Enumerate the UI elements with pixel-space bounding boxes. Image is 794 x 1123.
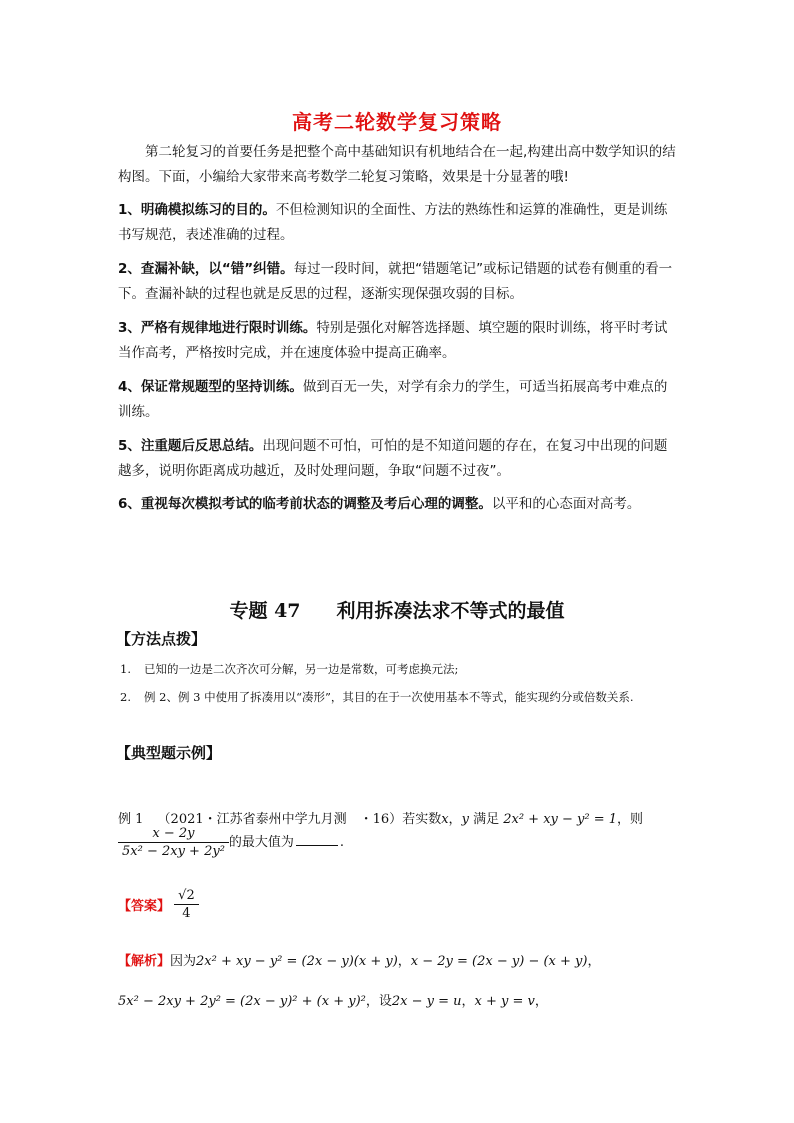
substitution-v: x + y = v	[474, 994, 535, 1009]
solution-tag: 【解析】	[118, 954, 171, 969]
example-source: （2021・江苏省泰州中学九月测 ・16）	[157, 812, 403, 827]
strategy-item-4	[118, 375, 678, 425]
strategy-lead: 5、注重题后反思总结。	[118, 438, 263, 454]
answer-numerator: √2	[174, 888, 199, 905]
factorization-equation: 2x² + xy − y² = (2x − y)(x + y)	[196, 954, 398, 969]
solution-end: ，	[534, 994, 548, 1009]
method-item-1	[120, 656, 680, 682]
strategy-item-3	[118, 316, 678, 366]
topic-number: 专题 47	[229, 600, 301, 622]
substitution-u: 2x − y = u	[391, 994, 462, 1009]
strategy-item-2	[118, 257, 678, 307]
strategy-body: 不但检测知识的全面性、方法的熟练性和运算的准确性，更是训练书写规范，表述准确的过程。	[118, 202, 668, 243]
topic-heading	[0, 596, 794, 623]
strategy-lead: 6、重视每次模拟考试的临考前状态的调整及考后心理的调整。	[118, 496, 492, 512]
stem-comma: ，	[448, 812, 462, 827]
solution-sep: ，	[397, 954, 411, 969]
solution-line-2	[118, 990, 548, 1009]
strategy-item-6	[118, 492, 678, 517]
method-item-number: 1.	[120, 662, 131, 676]
method-item-text: 已知的一边是二次齐次可分解，另一边是常数，可考虑换元法;	[144, 662, 459, 676]
answer-line	[118, 888, 199, 921]
strategy-body: 出现问题不可怕，可怕的是不知道问题的存在，在复习中出现的问题越多，说明你距离成功越近，及时处理问题，争取“问题不过夜”。	[118, 438, 668, 479]
example-label: 例 1	[118, 812, 144, 827]
examples-heading: 【典型题示例】	[116, 744, 222, 762]
solution-let: ，设	[365, 994, 392, 1009]
var-x: x	[441, 812, 449, 827]
example-stem-b: 满足	[473, 812, 500, 827]
method-item-number: 2.	[120, 690, 131, 704]
example-stem-c: ，则	[617, 812, 644, 827]
solution-sep: ，	[461, 994, 475, 1009]
strategy-item-5	[118, 434, 678, 484]
intro-paragraph: 第二轮复习的首要任务是把整个高中基础知识有机地结合在一起,构建出高中数学知识的结构图。下面，小编给大家带来高考数学二轮复习策略，效果是十分显著的哦!	[118, 144, 676, 185]
fraction-numerator: x − 2y	[118, 826, 229, 843]
strategy-lead: 2、查漏补缺，以“错”纠错。	[118, 261, 294, 277]
fraction-denominator: 5x² − 2xy + 2y²	[122, 844, 225, 859]
strategy-body: 以平和的心态面对高考。	[491, 496, 641, 512]
strategy-lead: 3、严格有规律地进行限时训练。	[118, 320, 317, 336]
example-1-question	[118, 826, 344, 859]
strategy-body: 每过一段时间，就把“错题笔记”或标记错题的试卷有侧重的看一下。查漏补缺的过程也就是反思的过程，逐渐实现保强攻弱的目标。	[118, 261, 673, 302]
example-ask: 的最大值为	[228, 835, 294, 850]
target-fraction	[118, 826, 229, 859]
example-stem-a: 若实数	[402, 812, 442, 827]
page-title: 高考二轮数学复习策略	[292, 110, 502, 134]
method-item-text: 例 2、例 3 中使用了拆凑用以“凑形”，其目的在于一次使用基本不等式，能实现约分或倍数关系.	[144, 690, 634, 704]
split-equation: x − 2y = (2x − y) − (x + y)	[410, 954, 588, 969]
answer-tag: 【答案】	[118, 899, 171, 914]
answer-blank	[296, 845, 338, 846]
strategy-body: 特别是强化对解答选择题、填空题的限时训练，将平时考试当作高考，严格按时完成，并在速度体验中提高正确率。	[118, 320, 668, 361]
solution-text-a: 因为	[170, 954, 197, 969]
answer-fraction	[174, 888, 199, 921]
example-1-stem	[118, 808, 643, 827]
example-period: .	[339, 835, 345, 850]
denominator-equation: 5x² − 2xy + 2y² = (2x − y)² + (x + y)²	[118, 994, 366, 1009]
var-y: y	[461, 812, 469, 827]
topic-title: 利用拆凑法求不等式的最值	[336, 600, 565, 622]
strategy-lead: 4、保证常规题型的坚持训练。	[118, 379, 303, 395]
solution-end: ，	[587, 954, 601, 969]
strategy-item-1	[118, 198, 678, 248]
solution-line-1	[118, 950, 600, 969]
answer-denominator: 4	[182, 906, 191, 921]
strategy-body: 做到百无一失，对学有余力的学生，可适当拓展高考中难点的训练。	[118, 379, 668, 420]
method-item-2	[120, 684, 680, 710]
condition-equation: 2x² + xy − y² = 1	[503, 812, 618, 827]
strategy-lead: 1、明确模拟练习的目的。	[118, 202, 276, 218]
method-heading: 【方法点拨】	[116, 630, 207, 648]
